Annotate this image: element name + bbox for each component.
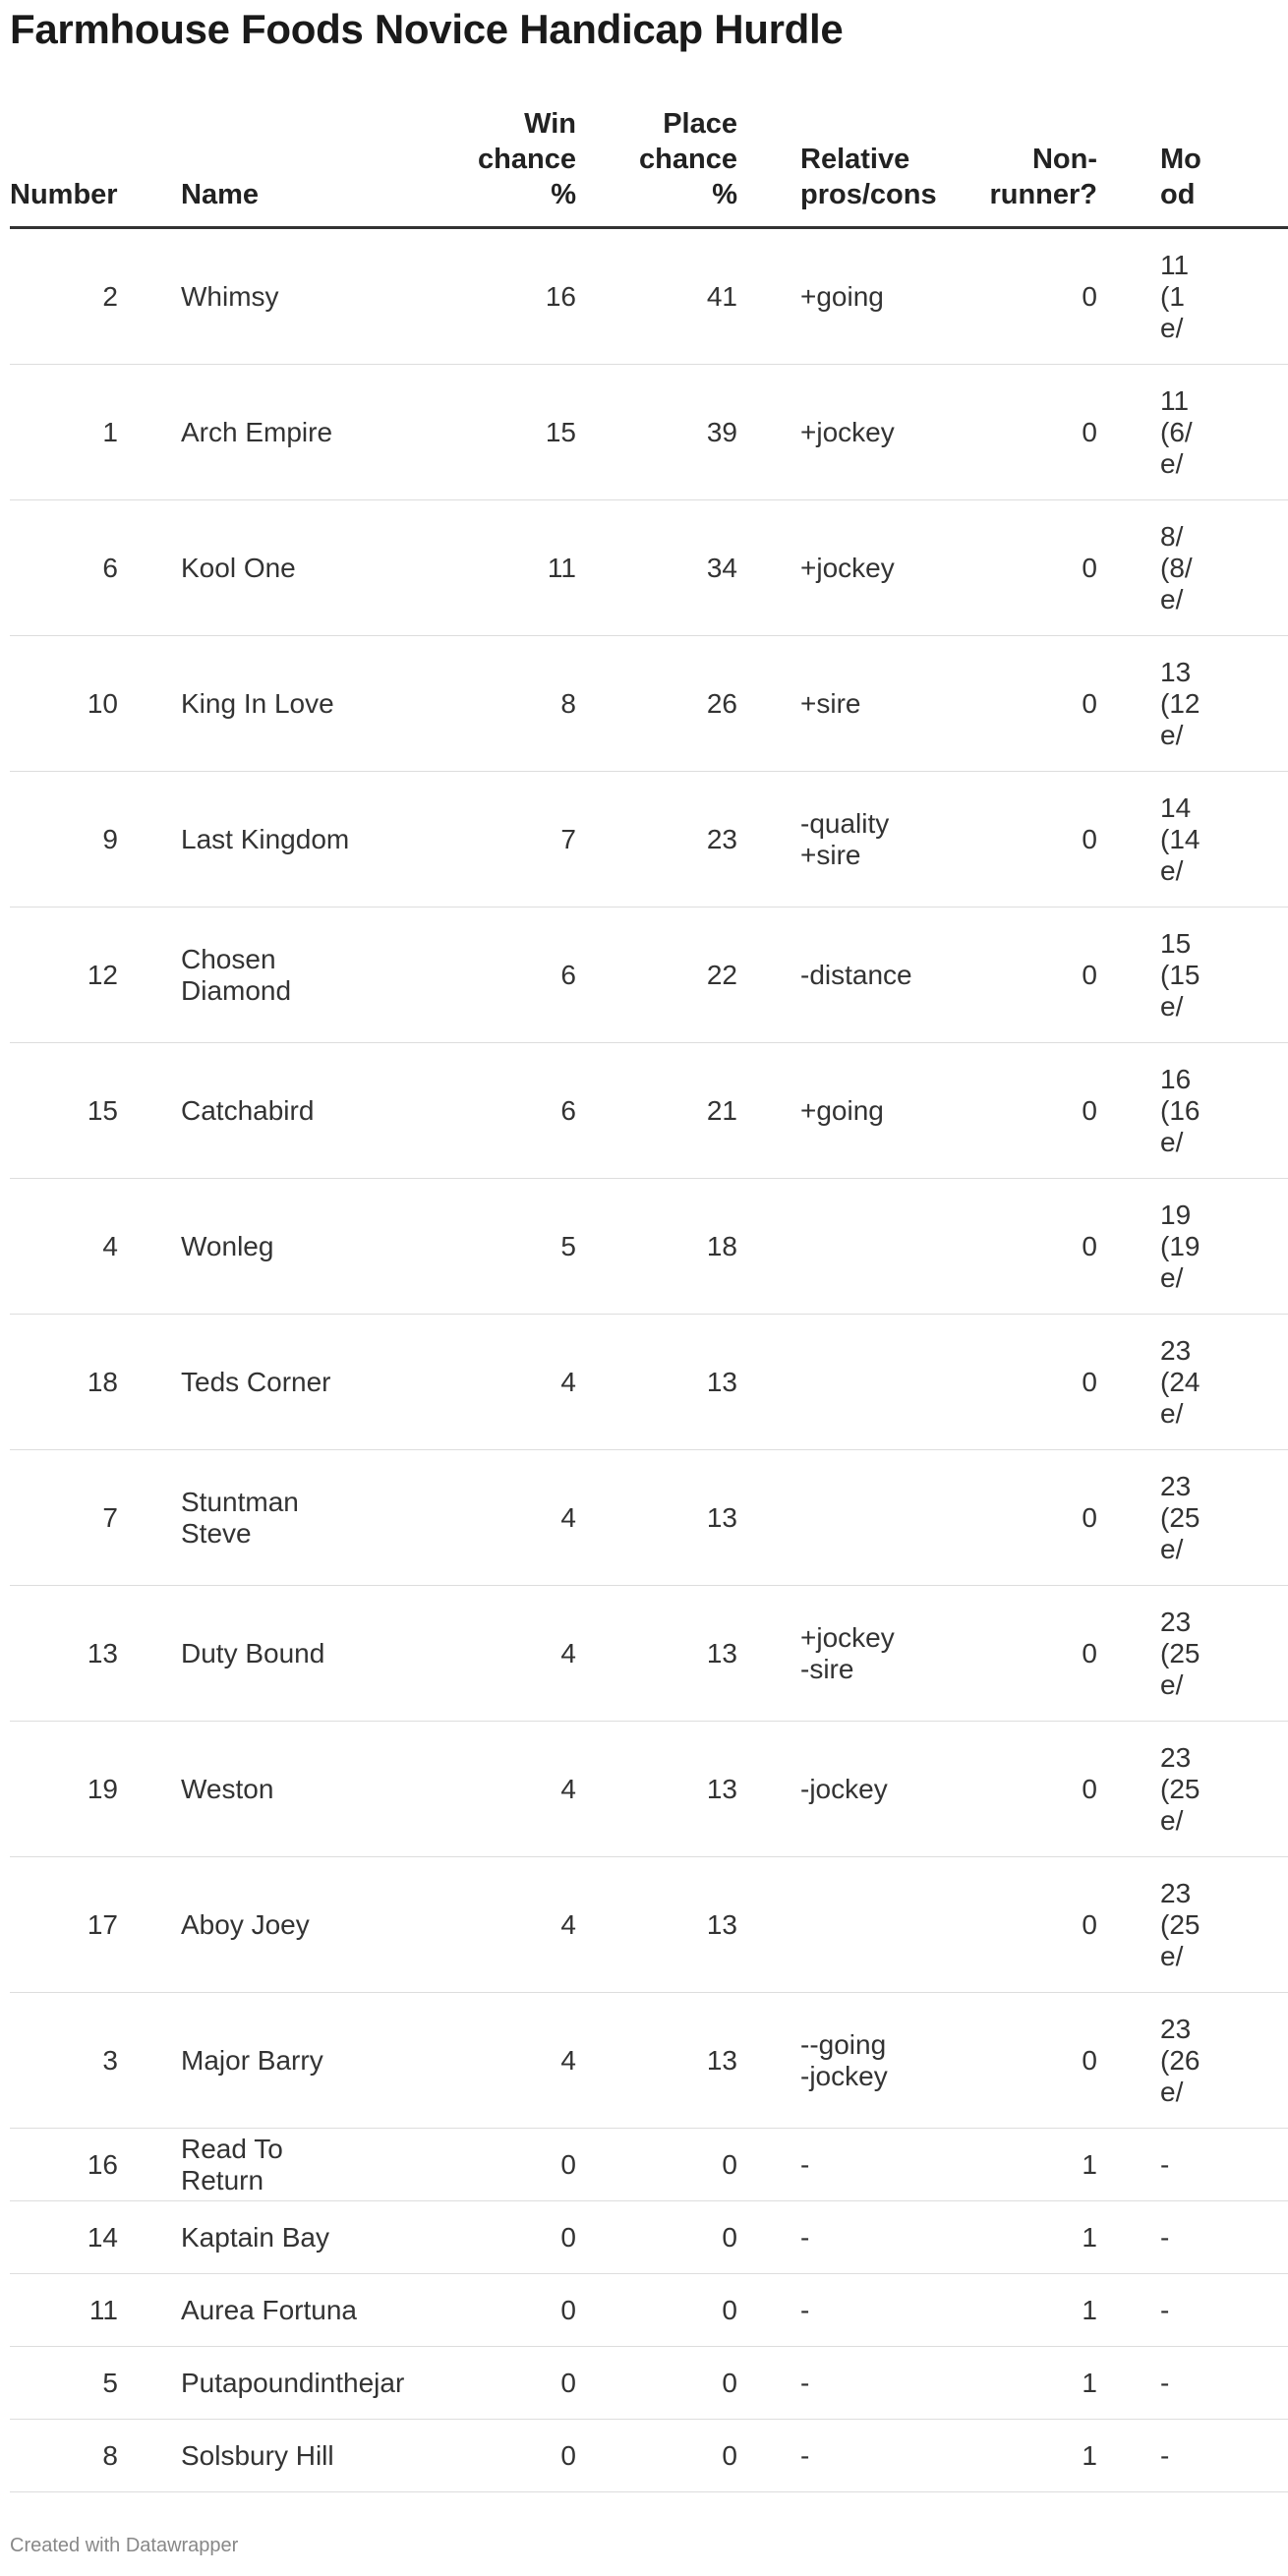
column-header[interactable]: Non- runner?	[934, 106, 1097, 228]
cell-win-chance: 4	[370, 1993, 576, 2129]
cell-pros-cons	[737, 1857, 934, 1993]
cell-win-chance: 0	[370, 2129, 576, 2201]
table-row	[10, 1450, 1288, 1586]
cell-name: Putapoundinthejar	[118, 2347, 370, 2420]
cell-number: 1	[10, 365, 118, 500]
cell-place-chance: 13	[576, 1586, 737, 1722]
cell-pros-cons	[737, 1315, 934, 1450]
cell-non-runner: 0	[934, 1043, 1097, 1179]
cell-non-runner: 0	[934, 228, 1097, 365]
cell-number: 15	[10, 1043, 118, 1179]
cell-non-runner: 0	[934, 907, 1097, 1043]
cell-place-chance: 13	[576, 1722, 737, 1857]
cell-win-chance: 5	[370, 1179, 576, 1315]
cell-non-runner: 0	[934, 500, 1097, 636]
cell-place-chance: 26	[576, 636, 737, 772]
table-row	[10, 907, 1288, 1043]
cell-non-runner: 0	[934, 1993, 1097, 2129]
cell-non-runner: 1	[934, 2129, 1097, 2201]
table-row	[10, 365, 1288, 500]
cell-non-runner: 0	[934, 1722, 1097, 1857]
cell-number: 12	[10, 907, 118, 1043]
cell-win-chance: 15	[370, 365, 576, 500]
table-row	[10, 772, 1288, 907]
cell-place-chance: 34	[576, 500, 737, 636]
cell-name: Kool One	[118, 500, 370, 636]
cell-win-chance: 0	[370, 2274, 576, 2347]
cell-name: Chosen Diamond	[118, 907, 370, 1043]
cell-number: 11	[10, 2274, 118, 2347]
cell-number: 6	[10, 500, 118, 636]
cell-win-chance: 4	[370, 1857, 576, 1993]
cell-win-chance: 4	[370, 1315, 576, 1450]
cell-win-chance: 0	[370, 2201, 576, 2274]
chart-title: Farmhouse Foods Novice Handicap Hurdle	[10, 6, 844, 52]
table-row	[10, 1993, 1288, 2129]
cell-place-chance: 0	[576, 2129, 737, 2201]
cell-name: Aboy Joey	[118, 1857, 370, 1993]
cell-place-chance: 39	[576, 365, 737, 500]
cell-place-chance: 0	[576, 2420, 737, 2492]
cell-number: 7	[10, 1450, 118, 1586]
cell-number: 10	[10, 636, 118, 772]
cell-place-chance: 23	[576, 772, 737, 907]
cell-name: Weston	[118, 1722, 370, 1857]
results-table	[10, 106, 1288, 2492]
cell-pros-cons: +going	[737, 1043, 934, 1179]
table-row	[10, 1315, 1288, 1450]
cell-odds: 13 (12 e/	[1097, 636, 1288, 772]
cell-number: 17	[10, 1857, 118, 1993]
table-header-row	[10, 106, 1288, 228]
cell-win-chance: 11	[370, 500, 576, 636]
cell-number: 5	[10, 2347, 118, 2420]
cell-name: Solsbury Hill	[118, 2420, 370, 2492]
cell-place-chance: 18	[576, 1179, 737, 1315]
cell-non-runner: 0	[934, 772, 1097, 907]
cell-number: 13	[10, 1586, 118, 1722]
cell-win-chance: 8	[370, 636, 576, 772]
cell-name: Aurea Fortuna	[118, 2274, 370, 2347]
cell-odds: 19 (19 e/	[1097, 1179, 1288, 1315]
cell-odds: 23 (25 e/	[1097, 1450, 1288, 1586]
cell-number: 9	[10, 772, 118, 907]
cell-pros-cons: --going -jockey	[737, 1993, 934, 2129]
cell-place-chance: 41	[576, 228, 737, 365]
cell-number: 16	[10, 2129, 118, 2201]
column-header[interactable]: Number	[10, 106, 118, 228]
column-header[interactable]: Place chance %	[576, 106, 737, 228]
table-row	[10, 500, 1288, 636]
cell-place-chance: 0	[576, 2347, 737, 2420]
cell-win-chance: 6	[370, 1043, 576, 1179]
cell-non-runner: 0	[934, 1586, 1097, 1722]
cell-place-chance: 13	[576, 1315, 737, 1450]
cell-non-runner: 0	[934, 1179, 1097, 1315]
table-row	[10, 2201, 1288, 2274]
cell-number: 8	[10, 2420, 118, 2492]
cell-non-runner: 0	[934, 1450, 1097, 1586]
cell-pros-cons	[737, 1450, 934, 1586]
table-row	[10, 1586, 1288, 1722]
cell-win-chance: 16	[370, 228, 576, 365]
cell-place-chance: 22	[576, 907, 737, 1043]
cell-place-chance: 13	[576, 1857, 737, 1993]
cell-odds: 15 (15 e/	[1097, 907, 1288, 1043]
cell-number: 3	[10, 1993, 118, 2129]
cell-place-chance: 0	[576, 2201, 737, 2274]
cell-pros-cons	[737, 1179, 934, 1315]
cell-non-runner: 0	[934, 365, 1097, 500]
cell-odds: 23 (26 e/	[1097, 1993, 1288, 2129]
cell-name: Wonleg	[118, 1179, 370, 1315]
cell-pros-cons: +sire	[737, 636, 934, 772]
cell-pros-cons: -	[737, 2201, 934, 2274]
cell-pros-cons: +jockey -sire	[737, 1586, 934, 1722]
cell-odds: 11 (1 e/	[1097, 228, 1288, 365]
cell-win-chance: 4	[370, 1586, 576, 1722]
cell-win-chance: 6	[370, 907, 576, 1043]
cell-pros-cons: +going	[737, 228, 934, 365]
cell-odds: 23 (24 e/	[1097, 1315, 1288, 1450]
cell-non-runner: 0	[934, 1315, 1097, 1450]
table-row	[10, 1179, 1288, 1315]
cell-odds: 14 (14 e/	[1097, 772, 1288, 907]
table-row	[10, 1043, 1288, 1179]
cell-odds: 23 (25 e/	[1097, 1722, 1288, 1857]
cell-place-chance: 21	[576, 1043, 737, 1179]
cell-odds: 23 (25 e/	[1097, 1857, 1288, 1993]
cell-non-runner: 1	[934, 2274, 1097, 2347]
cell-pros-cons: +jockey	[737, 500, 934, 636]
cell-name: Whimsy	[118, 228, 370, 365]
cell-odds: 11 (6/ e/	[1097, 365, 1288, 500]
cell-name: Read To Return	[118, 2129, 370, 2201]
cell-pros-cons: -distance	[737, 907, 934, 1043]
cell-name: Teds Corner	[118, 1315, 370, 1450]
cell-name: Duty Bound	[118, 1586, 370, 1722]
cell-pros-cons: -	[737, 2274, 934, 2347]
table-row	[10, 1722, 1288, 1857]
cell-odds: -	[1097, 2347, 1288, 2420]
table-row	[10, 2129, 1288, 2201]
results-table-container[interactable]	[10, 106, 1201, 2492]
column-header[interactable]: Name	[118, 106, 370, 228]
cell-place-chance: 13	[576, 1993, 737, 2129]
cell-name: Stuntman Steve	[118, 1450, 370, 1586]
cell-name: Kaptain Bay	[118, 2201, 370, 2274]
cell-non-runner: 0	[934, 636, 1097, 772]
cell-odds: -	[1097, 2420, 1288, 2492]
cell-name: Last Kingdom	[118, 772, 370, 907]
footer-credit[interactable]: Created with Datawrapper	[10, 2535, 239, 2556]
cell-odds: -	[1097, 2274, 1288, 2347]
table-row	[10, 2274, 1288, 2347]
cell-win-chance: 0	[370, 2420, 576, 2492]
cell-place-chance: 13	[576, 1450, 737, 1586]
cell-pros-cons: -	[737, 2129, 934, 2201]
cell-number: 19	[10, 1722, 118, 1857]
cell-non-runner: 1	[934, 2347, 1097, 2420]
cell-pros-cons: -	[737, 2420, 934, 2492]
cell-non-runner: 1	[934, 2420, 1097, 2492]
table-row	[10, 228, 1288, 365]
cell-non-runner: 1	[934, 2201, 1097, 2274]
cell-win-chance: 4	[370, 1722, 576, 1857]
table-row	[10, 2420, 1288, 2492]
cell-number: 4	[10, 1179, 118, 1315]
column-header[interactable]: Win chance %	[370, 106, 576, 228]
cell-odds: 16 (16 e/	[1097, 1043, 1288, 1179]
cell-odds: 23 (25 e/	[1097, 1586, 1288, 1722]
cell-pros-cons: -jockey	[737, 1722, 934, 1857]
cell-odds: -	[1097, 2129, 1288, 2201]
cell-name: Major Barry	[118, 1993, 370, 2129]
column-header[interactable]: Relative pros/cons	[737, 106, 934, 228]
column-header[interactable]: Mo od	[1097, 106, 1288, 228]
cell-number: 2	[10, 228, 118, 365]
cell-non-runner: 0	[934, 1857, 1097, 1993]
cell-win-chance: 7	[370, 772, 576, 907]
cell-name: Catchabird	[118, 1043, 370, 1179]
cell-win-chance: 0	[370, 2347, 576, 2420]
table-row	[10, 1857, 1288, 1993]
cell-pros-cons: -quality +sire	[737, 772, 934, 907]
cell-name: Arch Empire	[118, 365, 370, 500]
table-row	[10, 2347, 1288, 2420]
table-body	[10, 228, 1288, 2492]
cell-win-chance: 4	[370, 1450, 576, 1586]
cell-number: 14	[10, 2201, 118, 2274]
cell-name: King In Love	[118, 636, 370, 772]
table-row	[10, 636, 1288, 772]
cell-place-chance: 0	[576, 2274, 737, 2347]
cell-odds: -	[1097, 2201, 1288, 2274]
cell-pros-cons: -	[737, 2347, 934, 2420]
cell-pros-cons: +jockey	[737, 365, 934, 500]
cell-number: 18	[10, 1315, 118, 1450]
cell-odds: 8/ (8/ e/	[1097, 500, 1288, 636]
